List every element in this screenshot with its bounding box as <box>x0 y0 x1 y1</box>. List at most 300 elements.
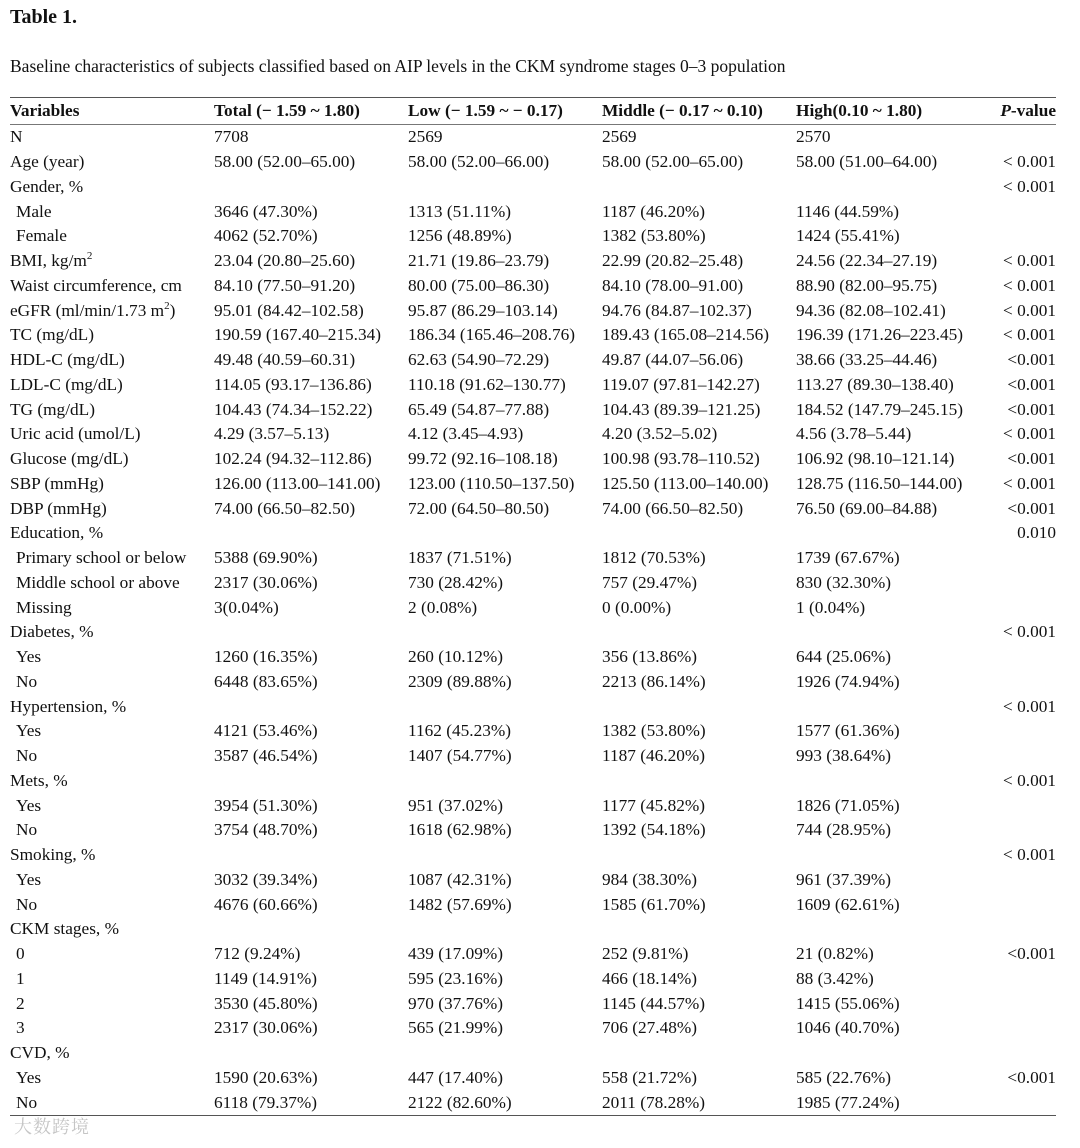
row-label-text: Gender, % <box>10 176 84 196</box>
cell-total: 1590 (20.63%) <box>214 1067 318 1087</box>
cell-total: 7708 <box>214 127 249 147</box>
table-row <box>10 224 1056 249</box>
cell-p: < 0.001 <box>1003 770 1056 790</box>
row-label-text: Age (year) <box>10 152 85 172</box>
row-label <box>10 422 214 447</box>
cell-total: 104.43 (74.34–152.22) <box>214 399 373 419</box>
row-label-text: Primary school or below <box>16 548 187 568</box>
cell-low: 260 (10.12%) <box>408 647 504 667</box>
cell-low: 595 (23.16%) <box>408 968 504 988</box>
cell-p: 0.010 <box>1017 523 1056 543</box>
cell-high: 1415 (55.06%) <box>796 993 900 1013</box>
cell-high: 76.50 (69.00–84.88) <box>796 498 938 518</box>
cell-high: 88 (3.42%) <box>796 968 874 988</box>
row-label <box>10 645 214 670</box>
cell-total: 1260 (16.35%) <box>214 647 318 667</box>
table-row <box>10 1041 1056 1066</box>
cell-p: <0.001 <box>1007 449 1056 469</box>
cell-middle: 1177 (45.82%) <box>602 795 706 815</box>
cell-p: <0.001 <box>1007 944 1056 964</box>
cell-p: < 0.001 <box>1003 176 1056 196</box>
cell-p <box>990 793 1056 818</box>
row-label-text: Missing <box>16 597 72 617</box>
row-label <box>10 298 214 323</box>
header-middle: Middle (− 0.17 ~ 0.10) <box>602 101 763 120</box>
cell-low <box>408 1041 602 1066</box>
cell-total: 3(0.04%) <box>214 597 279 617</box>
cell-total: 3530 (45.80%) <box>214 993 318 1013</box>
cell-middle: 189.43 (165.08–214.56) <box>602 325 770 345</box>
row-label <box>10 472 214 497</box>
cell-high: 184.52 (147.79–245.15) <box>796 399 964 419</box>
cell-p <box>990 892 1056 917</box>
cell-total: 4.29 (3.57–5.13) <box>214 424 330 444</box>
table-row <box>10 496 1056 521</box>
cell-low: 439 (17.09%) <box>408 944 504 964</box>
row-label <box>10 843 214 868</box>
cell-high <box>796 620 990 645</box>
cell-middle: 49.87 (44.07–56.06) <box>602 350 744 370</box>
table-row <box>10 769 1056 794</box>
cell-high: 106.92 (98.10–121.14) <box>796 449 955 469</box>
cell-high: 24.56 (22.34–27.19) <box>796 251 938 271</box>
row-label-text: 1 <box>16 968 25 988</box>
cell-high: 1826 (71.05%) <box>796 795 900 815</box>
baseline-characteristics-table <box>10 97 1056 1116</box>
row-label-text: Yes <box>16 1067 42 1087</box>
superscript: 2 <box>164 299 170 312</box>
row-label-text: Diabetes, % <box>10 622 94 642</box>
cell-low <box>408 843 602 868</box>
table-row <box>10 868 1056 893</box>
cell-low: 2 (0.08%) <box>408 597 478 617</box>
table-row <box>10 175 1056 200</box>
cell-total: 2317 (30.06%) <box>214 572 318 592</box>
cell-total: 5388 (69.90%) <box>214 548 318 568</box>
cell-p <box>990 967 1056 992</box>
cell-high: 644 (25.06%) <box>796 647 892 667</box>
cell-low <box>408 175 602 200</box>
table-row <box>10 348 1056 373</box>
row-label <box>10 571 214 596</box>
row-label-text: HDL-C (mg/dL) <box>10 350 125 370</box>
cell-p: < 0.001 <box>1003 152 1056 172</box>
table-row <box>10 670 1056 695</box>
cell-middle <box>602 917 796 942</box>
cell-p <box>990 1041 1056 1066</box>
cell-low: 95.87 (86.29–103.14) <box>408 300 558 320</box>
cell-total: 6448 (83.65%) <box>214 671 318 691</box>
row-label-text: DBP (mmHg) <box>10 498 107 518</box>
cell-total <box>214 1041 408 1066</box>
row-label <box>10 274 214 299</box>
cell-middle: 125.50 (113.00–140.00) <box>602 473 769 493</box>
row-label <box>10 496 214 521</box>
cell-p <box>990 991 1056 1016</box>
cell-total: 3754 (48.70%) <box>214 820 318 840</box>
cell-total <box>214 843 408 868</box>
row-label <box>10 348 214 373</box>
cell-p <box>990 546 1056 571</box>
cell-high: 830 (32.30%) <box>796 572 892 592</box>
cell-total: 3954 (51.30%) <box>214 795 318 815</box>
cell-total: 3587 (46.54%) <box>214 746 318 766</box>
table-row <box>10 694 1056 719</box>
cell-middle: 466 (18.14%) <box>602 968 698 988</box>
row-label <box>10 793 214 818</box>
cell-total <box>214 917 408 942</box>
cell-middle: 4.20 (3.52–5.02) <box>602 424 718 444</box>
cell-total: 6118 (79.37%) <box>214 1092 318 1112</box>
table-row <box>10 917 1056 942</box>
cell-middle: 0 (0.00%) <box>602 597 672 617</box>
cell-middle <box>602 521 796 546</box>
cell-middle: 1382 (53.80%) <box>602 721 706 741</box>
cell-low: 2122 (82.60%) <box>408 1092 512 1112</box>
cell-middle: 252 (9.81%) <box>602 944 689 964</box>
cell-middle <box>602 1041 796 1066</box>
cell-middle: 984 (38.30%) <box>602 869 698 889</box>
cell-middle: 104.43 (89.39–121.25) <box>602 399 761 419</box>
cell-p: < 0.001 <box>1003 473 1056 493</box>
cell-total: 4062 (52.70%) <box>214 226 318 246</box>
header-p-italic: P <box>1000 101 1011 120</box>
table-row <box>10 397 1056 422</box>
cell-low: 1256 (48.89%) <box>408 226 512 246</box>
cell-p: < 0.001 <box>1003 424 1056 444</box>
cell-low <box>408 769 602 794</box>
row-label-text: Uric acid (umol/L) <box>10 424 141 444</box>
cell-middle: 100.98 (93.78–110.52) <box>602 449 760 469</box>
row-label <box>10 249 214 274</box>
cell-p <box>990 1016 1056 1041</box>
cell-middle: 757 (29.47%) <box>602 572 698 592</box>
cell-low <box>408 521 602 546</box>
table-row <box>10 422 1056 447</box>
cell-middle <box>602 769 796 794</box>
row-label-text: 0 <box>16 944 25 964</box>
cell-low: 2309 (89.88%) <box>408 671 512 691</box>
table-row <box>10 571 1056 596</box>
cell-low: 1087 (42.31%) <box>408 869 512 889</box>
cell-high: 1424 (55.41%) <box>796 226 900 246</box>
cell-total: 23.04 (20.80–25.60) <box>214 251 356 271</box>
row-label-text: Smoking, % <box>10 845 96 865</box>
table-row <box>10 793 1056 818</box>
cell-low: 1482 (57.69%) <box>408 894 512 914</box>
cell-total <box>214 694 408 719</box>
superscript: 2 <box>86 250 93 263</box>
table-row <box>10 546 1056 571</box>
row-label-text: Education, % <box>10 523 104 543</box>
cell-total <box>214 620 408 645</box>
table-row <box>10 447 1056 472</box>
cell-low: 58.00 (52.00–66.00) <box>408 152 550 172</box>
cell-p: < 0.001 <box>1003 251 1056 271</box>
row-label-text: N <box>10 127 23 147</box>
cell-total: 4121 (53.46%) <box>214 721 318 741</box>
cell-low: 951 (37.02%) <box>408 795 504 815</box>
cell-p <box>990 818 1056 843</box>
cell-middle: 356 (13.86%) <box>602 647 698 667</box>
cell-total <box>214 175 408 200</box>
cell-middle: 558 (21.72%) <box>602 1067 698 1087</box>
cell-low <box>408 694 602 719</box>
cell-low: 65.49 (54.87–77.88) <box>408 399 550 419</box>
row-label-text: SBP (mmHg) <box>10 473 104 493</box>
row-label-text: Male <box>16 201 52 221</box>
cell-middle: 706 (27.48%) <box>602 1018 698 1038</box>
cell-high: 1609 (62.61%) <box>796 894 900 914</box>
cell-high: 1046 (40.70%) <box>796 1018 900 1038</box>
cell-p: <0.001 <box>1007 498 1056 518</box>
cell-middle: 1392 (54.18%) <box>602 820 706 840</box>
cell-high <box>796 1041 990 1066</box>
row-label <box>10 892 214 917</box>
cell-total: 3032 (39.34%) <box>214 869 318 889</box>
cell-p <box>990 670 1056 695</box>
table-row <box>10 150 1056 175</box>
cell-low: 1162 (45.23%) <box>408 721 512 741</box>
row-label <box>10 150 214 175</box>
cell-middle: 119.07 (97.81–142.27) <box>602 374 760 394</box>
header-variables: Variables <box>10 101 80 120</box>
table-row <box>10 199 1056 224</box>
header-high: High(0.10 ~ 1.80) <box>796 101 923 120</box>
row-label-text: Yes <box>16 795 42 815</box>
table-row <box>10 298 1056 323</box>
row-label <box>10 818 214 843</box>
cell-p <box>990 125 1056 150</box>
row-label-text: Middle school or above <box>16 572 180 592</box>
row-label <box>10 744 214 769</box>
row-label-text: No <box>16 671 38 691</box>
cell-total: 114.05 (93.17–136.86) <box>214 374 372 394</box>
cell-middle: 2213 (86.14%) <box>602 671 706 691</box>
cell-total: 712 (9.24%) <box>214 944 301 964</box>
cell-middle: 1585 (61.70%) <box>602 894 706 914</box>
row-label-text: Female <box>16 226 67 246</box>
cell-low: 186.34 (165.46–208.76) <box>408 325 576 345</box>
cell-total: 58.00 (52.00–65.00) <box>214 152 356 172</box>
row-label <box>10 125 214 150</box>
cell-low: 1618 (62.98%) <box>408 820 512 840</box>
cell-middle <box>602 620 796 645</box>
cell-total: 1149 (14.91%) <box>214 968 318 988</box>
row-label <box>10 175 214 200</box>
cell-low: 80.00 (75.00–86.30) <box>408 275 550 295</box>
cell-total: 2317 (30.06%) <box>214 1018 318 1038</box>
table-row <box>10 744 1056 769</box>
row-label <box>10 917 214 942</box>
row-label <box>10 719 214 744</box>
table-row <box>10 942 1056 967</box>
table-row <box>10 373 1056 398</box>
table-row <box>10 323 1056 348</box>
cell-p <box>990 744 1056 769</box>
table-row <box>10 595 1056 620</box>
cell-low: 730 (28.42%) <box>408 572 504 592</box>
row-label-text: Hypertension, % <box>10 696 127 716</box>
cell-low: 123.00 (110.50–137.50) <box>408 473 575 493</box>
header-total: Total (− 1.59 ~ 1.80) <box>214 101 360 120</box>
table-row <box>10 1016 1056 1041</box>
cell-p: < 0.001 <box>1003 275 1056 295</box>
header-row <box>10 98 1056 125</box>
row-label <box>10 620 214 645</box>
table-row <box>10 991 1056 1016</box>
cell-p <box>990 719 1056 744</box>
row-label <box>10 521 214 546</box>
row-label-tail: ) <box>169 300 176 320</box>
cell-p <box>990 917 1056 942</box>
cell-low: 62.63 (54.90–72.29) <box>408 350 550 370</box>
row-label <box>10 868 214 893</box>
cell-total: 74.00 (66.50–82.50) <box>214 498 356 518</box>
cell-total <box>214 521 408 546</box>
row-label-text: No <box>16 820 38 840</box>
row-label <box>10 447 214 472</box>
cell-total: 4676 (60.66%) <box>214 894 318 914</box>
cell-high <box>796 769 990 794</box>
cell-low: 2569 <box>408 127 443 147</box>
row-label-text: Yes <box>16 647 42 667</box>
row-label <box>10 373 214 398</box>
row-label-text: Mets, % <box>10 770 68 790</box>
row-label-text: LDL-C (mg/dL) <box>10 374 123 394</box>
header-p-value <box>990 98 1056 125</box>
table-row <box>10 249 1056 274</box>
row-label-text: eGFR (ml/min/1.73 m <box>10 300 165 320</box>
cell-high <box>796 843 990 868</box>
cell-high: 196.39 (171.26–223.45) <box>796 325 964 345</box>
row-label <box>10 323 214 348</box>
row-label <box>10 1016 214 1041</box>
table-row <box>10 892 1056 917</box>
cell-middle: 58.00 (52.00–65.00) <box>602 152 744 172</box>
cell-high: 113.27 (89.30–138.40) <box>796 374 954 394</box>
cell-low: 1837 (71.51%) <box>408 548 512 568</box>
row-label-text: Yes <box>16 721 42 741</box>
row-label <box>10 1090 214 1115</box>
table-row <box>10 1090 1056 1115</box>
row-label-text: TC (mg/dL) <box>10 325 94 345</box>
cell-p <box>990 571 1056 596</box>
cell-total: 3646 (47.30%) <box>214 201 318 221</box>
row-label <box>10 769 214 794</box>
row-label-text: Glucose (mg/dL) <box>10 449 129 469</box>
cell-low: 72.00 (64.50–80.50) <box>408 498 550 518</box>
cell-middle: 84.10 (78.00–91.00) <box>602 275 744 295</box>
cell-p: <0.001 <box>1007 1067 1056 1087</box>
cell-low: 970 (37.76%) <box>408 993 504 1013</box>
cell-high <box>796 175 990 200</box>
header-p-rest: -value <box>1010 101 1056 120</box>
cell-high: 1 (0.04%) <box>796 597 866 617</box>
row-label <box>10 397 214 422</box>
table-row <box>10 818 1056 843</box>
row-label <box>10 546 214 571</box>
row-label-text: 3 <box>16 1018 25 1038</box>
row-label-text: Yes <box>16 869 42 889</box>
cell-low <box>408 620 602 645</box>
table-row <box>10 645 1056 670</box>
cell-high: 744 (28.95%) <box>796 820 892 840</box>
cell-high: 1577 (61.36%) <box>796 721 900 741</box>
table-caption: Baseline characteristics of subjects classified based on AIP levels in the CKM syndrome stages 0–3 population <box>10 56 786 76</box>
cell-low: 447 (17.40%) <box>408 1067 504 1087</box>
cell-high: 94.36 (82.08–102.41) <box>796 300 946 320</box>
cell-high: 585 (22.76%) <box>796 1067 892 1087</box>
cell-high: 88.90 (82.00–95.75) <box>796 275 938 295</box>
cell-low: 99.72 (92.16–108.18) <box>408 449 558 469</box>
cell-p <box>990 1090 1056 1115</box>
table-row <box>10 967 1056 992</box>
row-label-text: Waist circumference, cm <box>10 275 182 295</box>
cell-middle: 1187 (46.20%) <box>602 201 706 221</box>
cell-total: 102.24 (94.32–112.86) <box>214 449 372 469</box>
table-row <box>10 125 1056 150</box>
cell-low: 4.12 (3.45–4.93) <box>408 424 524 444</box>
row-label <box>10 694 214 719</box>
cell-middle: 22.99 (20.82–25.48) <box>602 251 744 271</box>
table-row <box>10 521 1056 546</box>
cell-p: < 0.001 <box>1003 325 1056 345</box>
cell-p: < 0.001 <box>1003 300 1056 320</box>
table-row <box>10 274 1056 299</box>
row-label <box>10 942 214 967</box>
header-low: Low (− 1.59 ~ − 0.17) <box>408 101 563 120</box>
cell-middle: 1812 (70.53%) <box>602 548 706 568</box>
table-row <box>10 843 1056 868</box>
cell-total: 190.59 (167.40–215.34) <box>214 325 382 345</box>
table-row <box>10 620 1056 645</box>
cell-low: 21.71 (19.86–23.79) <box>408 251 550 271</box>
watermark: 大数跨境 <box>14 1117 90 1138</box>
cell-high: 4.56 (3.78–5.44) <box>796 424 912 444</box>
cell-high: 1146 (44.59%) <box>796 201 900 221</box>
cell-p: <0.001 <box>1007 374 1056 394</box>
table-row <box>10 472 1056 497</box>
cell-low: 110.18 (91.62–130.77) <box>408 374 566 394</box>
row-label-text: CVD, % <box>10 1043 70 1063</box>
cell-high <box>796 694 990 719</box>
table-row <box>10 719 1056 744</box>
cell-high: 961 (37.39%) <box>796 869 892 889</box>
cell-high: 38.66 (33.25–44.46) <box>796 350 938 370</box>
cell-p <box>990 645 1056 670</box>
row-label <box>10 967 214 992</box>
cell-low: 565 (21.99%) <box>408 1018 504 1038</box>
row-label <box>10 224 214 249</box>
cell-middle: 94.76 (84.87–102.37) <box>602 300 752 320</box>
cell-middle: 2569 <box>602 127 637 147</box>
cell-high: 1739 (67.67%) <box>796 548 900 568</box>
cell-middle: 1187 (46.20%) <box>602 746 706 766</box>
cell-high: 2570 <box>796 127 831 147</box>
cell-total: 49.48 (40.59–60.31) <box>214 350 356 370</box>
cell-high: 128.75 (116.50–144.00) <box>796 473 963 493</box>
cell-low: 1313 (51.11%) <box>408 201 512 221</box>
cell-p <box>990 868 1056 893</box>
cell-high: 21 (0.82%) <box>796 944 874 964</box>
cell-middle <box>602 175 796 200</box>
cell-middle: 1145 (44.57%) <box>602 993 706 1013</box>
cell-high <box>796 521 990 546</box>
table-row <box>10 1066 1056 1091</box>
cell-low <box>408 917 602 942</box>
cell-high: 993 (38.64%) <box>796 746 892 766</box>
